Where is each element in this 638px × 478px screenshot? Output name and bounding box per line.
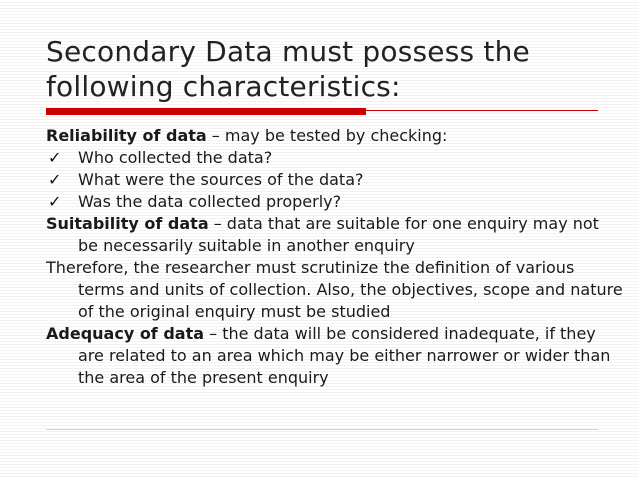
reliability-paragraph [46,125,624,147]
therefore-paragraph [46,257,624,323]
suitability-text: – data that are suitable for one enquiry may not be necessarily suitable in another enquiry [78,214,599,255]
reliability-text: – may be tested by checking: [206,126,448,145]
checkmark-icon: ✓ [48,192,62,211]
slide-body [46,125,624,389]
slide-title: Secondary Data must possess the following characteristics: [46,35,530,103]
checklist-item-text: Who collected the data? [78,148,273,167]
checklist-item-text: What were the sources of the data? [78,170,364,189]
title-underline-accent [46,108,366,115]
reliability-heading: Reliability of data [46,126,207,145]
footer-divider [46,429,598,430]
adequacy-paragraph [46,323,624,389]
title-underline-thin [366,110,598,111]
therefore-text: Therefore, the researcher must scrutinize the definition of various terms and units of collection. Also, the objectives, scope and nature of the original enquiry must be studied [46,258,623,321]
suitability-paragraph [46,213,624,257]
checklist-item [46,169,624,191]
adequacy-heading: Adequacy of data [46,324,205,343]
checklist-item [46,147,624,169]
checklist-item [46,191,624,213]
suitability-heading: Suitability of data [46,214,209,233]
checklist-item-text: Was the data collected properly? [78,192,342,211]
adequacy-text: – the data will be considered inadequate, if they are related to an area which may be either narrower or wider than the area of the present enquiry [78,324,611,387]
checkmark-icon: ✓ [48,170,62,189]
checkmark-icon: ✓ [48,148,62,167]
